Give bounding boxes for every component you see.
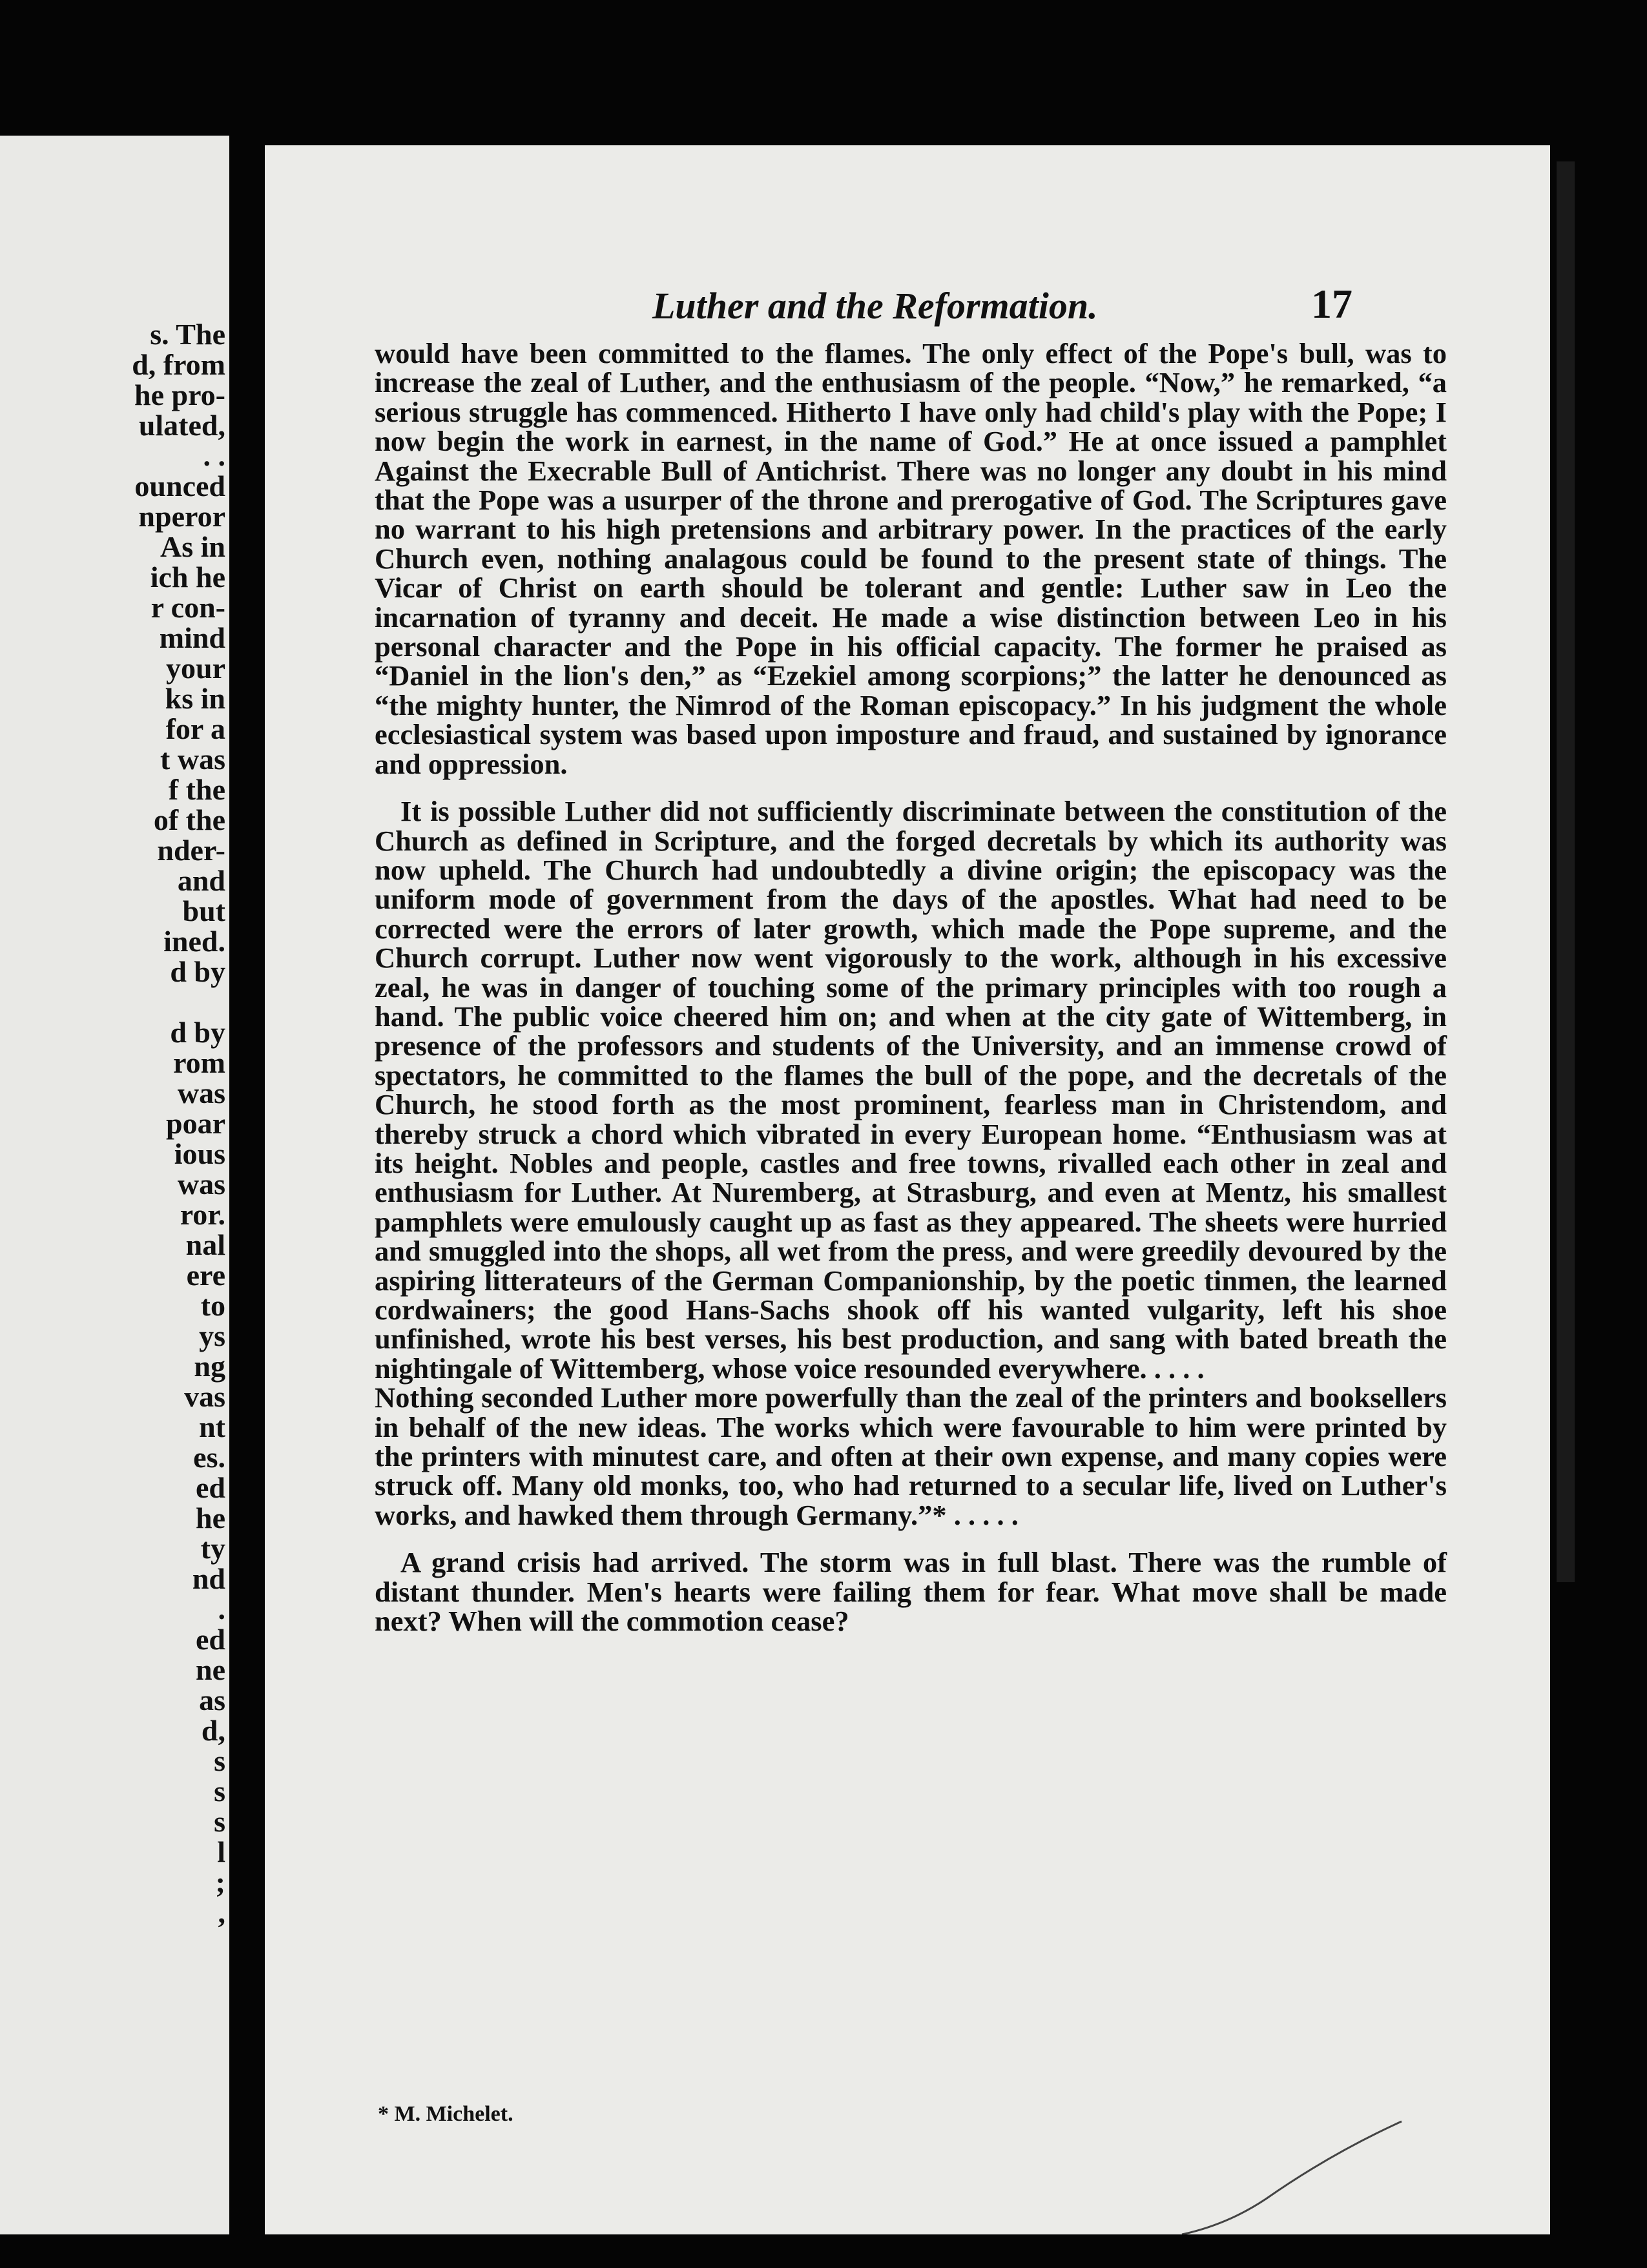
left-page-text-fragment: ng — [194, 1350, 225, 1383]
left-page-text-fragment: was — [177, 1077, 225, 1109]
left-page-text-fragment: s — [214, 1744, 225, 1777]
book-page — [265, 145, 1550, 2234]
left-page-text-fragment: d, — [201, 1714, 225, 1747]
left-page-text-fragment: nal — [185, 1228, 225, 1261]
left-page-text-fragment: ounced — [134, 469, 225, 502]
page-edge-shadow — [1557, 161, 1575, 1582]
left-page-text-fragment: ror. — [180, 1198, 225, 1231]
left-page-text-fragment: d, from — [132, 348, 225, 381]
left-page-text-fragment: s — [214, 1775, 225, 1808]
left-page-text-fragment: s — [214, 1805, 225, 1838]
left-page-text-fragment: vas — [184, 1380, 225, 1413]
left-page-text-fragment: he — [196, 1501, 225, 1534]
left-page-text-fragment: ed — [196, 1623, 225, 1656]
left-page-text-fragment: f the — [168, 773, 225, 806]
left-page-text-fragment: ty — [200, 1532, 225, 1565]
left-page-text-fragment: nder- — [157, 834, 225, 867]
left-page-text-fragment: ed — [196, 1471, 225, 1504]
left-page-text-fragment: ulated, — [138, 409, 225, 442]
running-title: Luther and the Reformation. — [652, 285, 1098, 327]
left-page-text-fragment: ks in — [165, 682, 225, 715]
left-page-text-fragment: but — [182, 894, 225, 927]
left-page-text-fragment: ich he — [150, 561, 225, 593]
left-page-text-fragment: nd — [192, 1562, 225, 1595]
left-page-text-fragment: ious — [174, 1137, 225, 1170]
left-page-text-fragment: As in — [160, 530, 225, 563]
left-page-text-fragment: and — [177, 864, 225, 897]
pencil-stroke-mark — [1169, 2115, 1414, 2234]
left-page-text-fragment: ; — [215, 1866, 225, 1899]
paragraph: Nothing seconded Luther more powerfully than the zeal of the printers and booksellers in behalf of the new ideas. The works which were favourable to him were printed by the printers with minutest care, and often at their own expense, and many copies were struck off. Many old monks, too, who had returned to a secular life, lived on Luther's works, and hawked them through Germany.”* . . . . . — [375, 1381, 1447, 1531]
left-page-text-fragment: ere — [186, 1259, 225, 1292]
body-text — [375, 339, 1447, 1636]
left-page-text-fragment: s. The — [150, 318, 225, 351]
left-page-text-fragment: nt — [199, 1410, 225, 1443]
paragraph: would have been committed to the flames. The only effect of the Pope's bull, was to increase the zeal of Luther, and the enthusiasm of the people. “Now,” he remarked, “a serious struggle has commenced. Hitherto I have only had child's play with the Pope; I now begin the work in earnest, in the name of God.” He at once issued a pamphlet Against the Execrable Bull of Antichrist. There was no longer any doubt in his mind that the Pope was a usurper of the throne and prerogative of God. The Scriptures gave no warrant to his high pretensions and arbitrary power. In the practices of the early Church even, nothing analagous could be found to the present state of things. The Vicar of Christ on earth should be tolerant and gentle: Luther saw in Leo the incarnation of tyranny and deceit. He made a wise distinction between Leo in his personal character and the Pope in his official capacity. The former he praised as “Daniel in the lion's den,” as “Ezekiel among scorpions;” the latter he denounced as “the mighty hunter, the Nimrod of the Roman episcopacy.” In his judgment the whole ecclesiastical system was based upon imposture and fraud, and sustained by ignorance and oppression. — [375, 337, 1447, 780]
left-page-text-fragment: for a — [165, 712, 225, 745]
page-number: 17 — [1311, 281, 1352, 327]
left-page-text-fragment: t was — [160, 743, 225, 776]
footnote: * M. Michelet. — [378, 2102, 513, 2126]
left-page-text-fragment: . . — [203, 439, 225, 472]
left-page-text-fragment: ys — [199, 1319, 225, 1352]
left-page-text-fragment: l — [217, 1835, 225, 1868]
left-page-text-fragment: nperor — [138, 500, 225, 533]
paragraph: It is possible Luther did not sufficiently discriminate between the constitution of the Church as defined in Scripture, and the forged decretals by which its authority was now upheld. The Church had undoubtedly a divine origin; the episcopacy was the uniform mode of government from the days of the apostles. What had need to be corrected were the errors of later growth, which made the Pope supreme, and the Church corrupt. Luther now went vigorously to the work, although in his excessive zeal, he was in danger of touching some of the primary principles with too rough a hand. The public voice cheered him on; and when at the city gate of Wittemberg, in presence of the professors and students of the University, and an immense crowd of spectators, he committed to the flames the bull of the pope, and the decretals of the Church, he stood forth as the most prominent, fearless man in Christendom, and thereby struck a chord which vibrated in every European home. “Enthusiasm was at its height. Nobles and people, castles and free towns, rivalled each other in zeal and enthusiasm for Luther. At Nuremberg, at Strasburg, and even at Mentz, his smallest pamphlets were emulously caught up as fast as they appeared. The sheets were hurried and smuggled into the shops, all wet from the press, and were greedily devoured by the aspiring litterateurs of the German Companionship, by the poetic tinmen, the learned cordwainers; the good Hans-Sachs shook off his wanted vulgarity, left his shoe unfinished, wrote his best verses, his best production, and sang with bated breath the nightingale of Wittemberg, whose voice resounded everywhere. . . . . — [375, 795, 1447, 1385]
left-page-text-fragment: as — [199, 1684, 225, 1716]
left-page-text-fragment: to — [200, 1289, 225, 1322]
left-page-text-fragment: d by — [170, 1016, 225, 1049]
left-facing-page — [0, 136, 229, 2234]
left-page-text-fragment: rom — [173, 1046, 225, 1079]
left-page-text-fragment: d by — [170, 955, 225, 988]
left-page-text-fragment: ined. — [163, 925, 225, 958]
left-page-text-fragment: r con- — [150, 591, 225, 624]
page-gutter — [229, 0, 263, 2268]
left-page-text-fragment: . — [218, 1593, 225, 1625]
left-page-text-fragment: was — [177, 1168, 225, 1201]
left-page-text-fragment: poar — [166, 1107, 225, 1140]
left-page-text-fragment: es. — [193, 1441, 225, 1474]
left-page-text-fragment: your — [166, 652, 225, 685]
left-page-text-fragment: , — [218, 1896, 225, 1929]
left-page-text-fragment: of the — [153, 803, 225, 836]
left-page-text-fragment: he pro- — [134, 378, 225, 411]
left-page-text-fragment: ne — [196, 1653, 225, 1686]
paragraph: A grand crisis had arrived. The storm was in full blast. There was the rumble of distant thunder. Men's hearts were failing them for fear. What move shall be made next? When will the commotion cease? — [375, 1546, 1447, 1638]
left-page-text-fragment: mind — [159, 621, 225, 654]
